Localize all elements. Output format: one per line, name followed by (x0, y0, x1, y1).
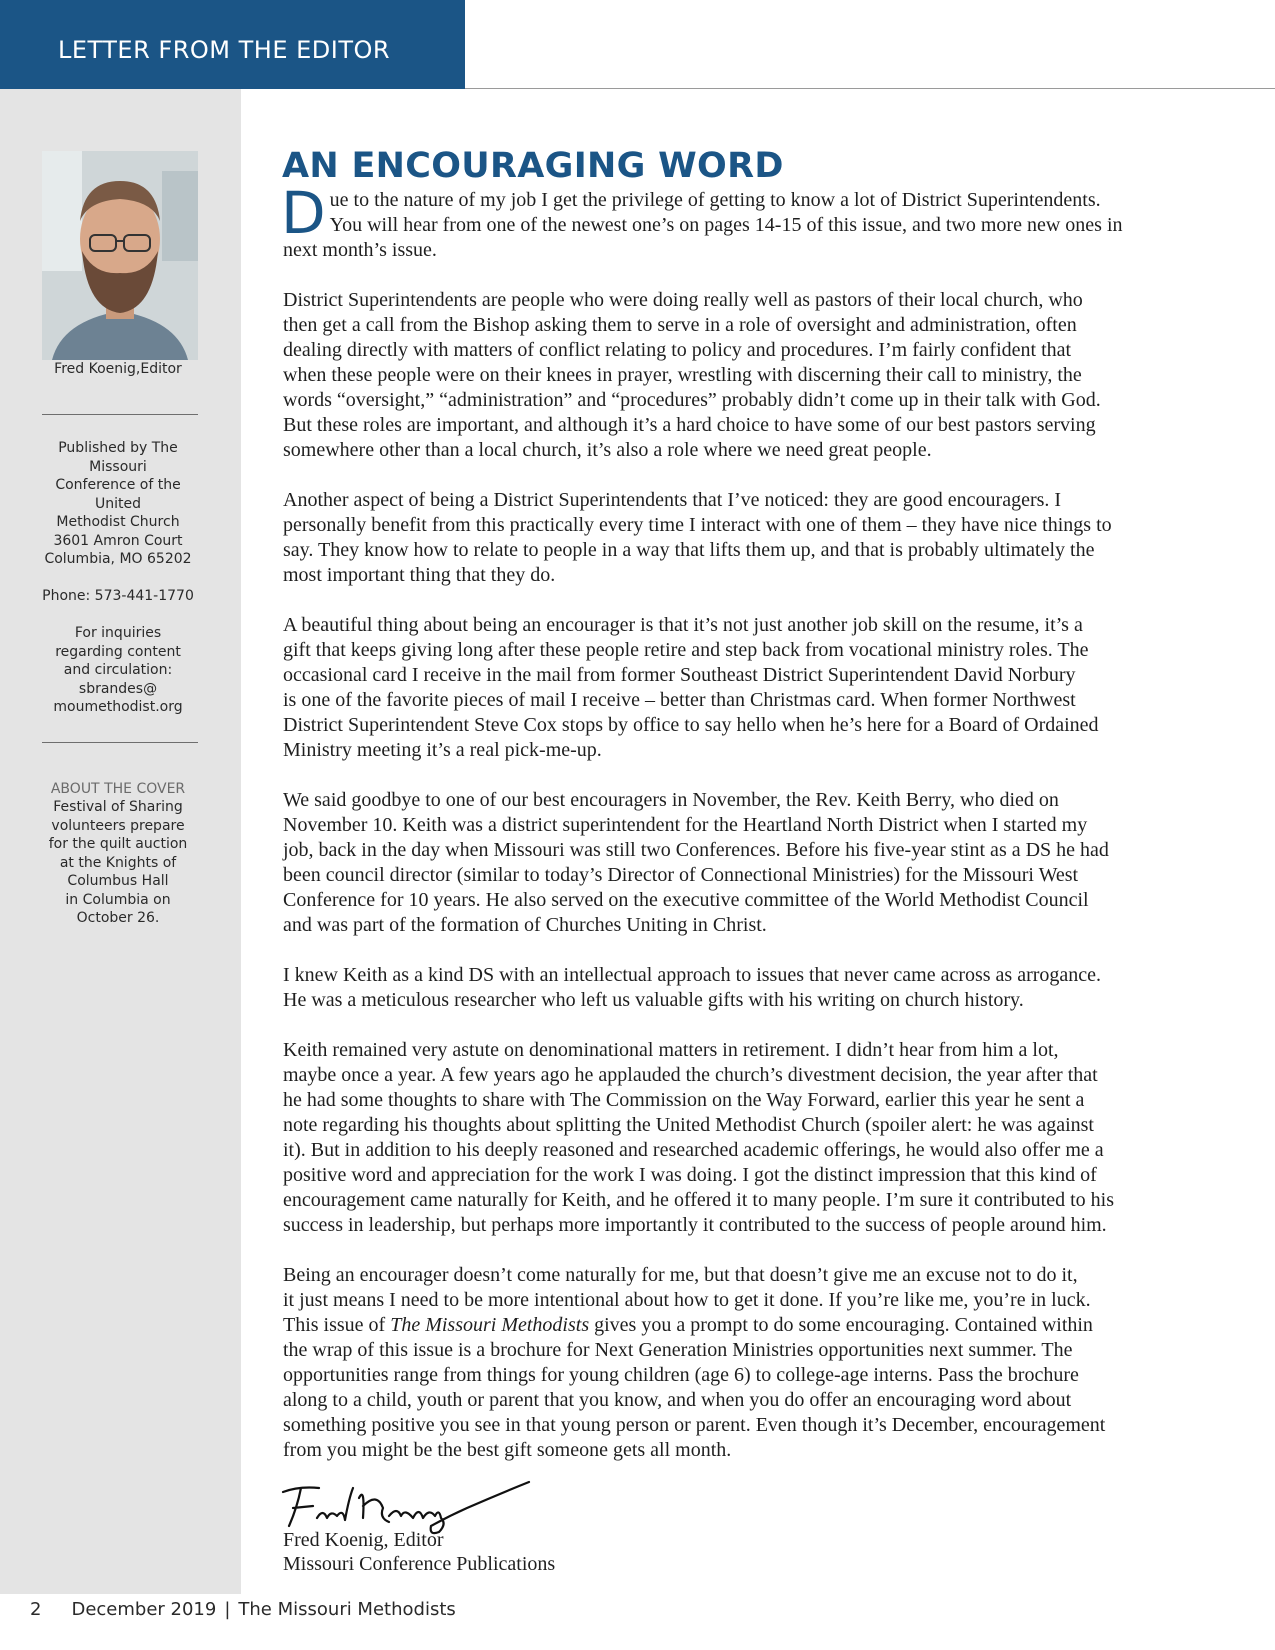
article-paragraph (281, 179, 1198, 263)
drop-cap: D (281, 179, 326, 247)
paragraph-text: gives you a prompt to do some encouraging. Contained within the wrap of this issue is a brochure for Next Generation Ministries opportunities next summer. The opportunities range from things for young children (age 6) to college-age interns. Pass the brochure along to a child, youth or parent that you know, and when you do offer an encouraging word about something positive you see in that young person or parent. Even though it’s December, encouragement from you might be the best gift someone gets all month. (283, 1314, 1106, 1461)
article-paragraph: We said goodbye to one of our best encouragers in November, the Rev. Keith Berry, who died on November 10. Keith was a district superintendent for the Heartland North District when I started my job, back in the day when Missouri was still two Conferences. Before his five-year stint as a DS he had been council director (similar to today’s Director of Connectional Ministries) for the Missouri West Conference for 10 years. He also served on the executive committee of the World Methodist Council and was part of the formation of Churches Uniting in Christ. (283, 789, 1109, 936)
article-paragraph: A beautiful thing about being an encourager is that it’s not just another job skill on the resume, it’s a gift that keeps giving long after these people retire and step back from vocational ministry roles. The occasional card I receive in the mail from former Southeast District Superintendent David Norbury is one of the favorite pieces of mail I receive – better than Christmas card. When former Northwest District Superintendent Steve Cox stops by office to say hello when he’s here for a Board of Ordained Ministry meeting it’s a real pick-me-up. (283, 614, 1099, 761)
section-header-band (0, 0, 465, 89)
page-number: 2 (30, 1599, 42, 1620)
header-rule (465, 88, 1275, 89)
editor-portrait-photo (42, 151, 198, 360)
article-paragraph: District Superintendents are people who were doing really well as pastors of their local church, who then get a call from the Bishop asking them to serve in a role of oversight and administration, often dealing directly with matters of conflict relating to policy and procedures. I’m fairly confident that when these people were on their knees in prayer, wrestling with discerning their call to ministry, the words “oversight,” “administration” and “procedures” probably didn’t come up in their talk with God. But these roles are important, and although it’s a hard choice to have some of our best pastors serving somewhere other than a local church, it’s also a role where we need great people. (283, 289, 1101, 461)
article-paragraph: I knew Keith as a kind DS with an intellectual approach to issues that never came across as arrogance. He was a meticulous researcher who left us valuable gifts with his writing on church history. (283, 964, 1102, 1011)
sidebar-divider (42, 742, 198, 743)
publisher-info: Published by The Missouri Conference of the United Methodist Church 3601 Amron Court Columbia, MO 65202 Phone: 573-441-1770 For inquiries regarding content and circulation: sbrandes@ moumethodist.org (42, 440, 194, 715)
article-paragraph: Keith remained very astute on denominational matters in retirement. I didn’t hear from him a lot, maybe once a year. A few years ago he applauded the church’s divestment decision, the year after that he had some thoughts to share with The Commission on the Way Forward, earlier this year he sent a note regarding his thoughts about splitting the United Methodist Church (spoiler alert: he was against it). But in addition to his deeply reasoned and researched academic offerings, he would also offer me a positive word and appreciation for the work I was doing. I got the distinct impression that this kind of encouragement came naturally for Keith, and he offered it to many people. I’m sure it contributed to his success in leadership, but perhaps more importantly it contributed to the success of people around him. (283, 1039, 1115, 1236)
article-body (281, 179, 1198, 1488)
publication-name: The Missouri Methodists (238, 1599, 456, 1620)
sidebar-divider (42, 414, 198, 415)
cover-description: Festival of Sharing volunteers prepare for the quilt auction at the Knights of Columbus Hall in Columbia on October 26. (48, 799, 188, 926)
paragraph-text: Being an encourager doesn’t come naturally for me, but that doesn’t give me an excuse not to do it, it just means I need to be more intentional about how to get it done. If you’re like me, you’re in luck. This issue of (283, 1264, 1091, 1336)
article-paragraph (283, 1263, 1198, 1463)
page-footer (30, 1599, 456, 1620)
issue-date: December 2019 (71, 1599, 217, 1620)
footer-separator: | (224, 1599, 231, 1620)
about-the-cover (18, 761, 218, 946)
article-title: AN ENCOURAGING WORD (282, 146, 784, 186)
publication-title: The Missouri Methodists (390, 1314, 590, 1336)
cover-label: ABOUT THE COVER (50, 780, 186, 797)
sign-off: Fred Koenig, Editor Missouri Conference Publications (283, 1529, 556, 1575)
paragraph-text: ue to the nature of my job I get the privilege of getting to know a lot of District Superintendents. You will hear from one of the newest one’s on pages 14-15 of this issue, and two more new ones in next month’s issue. (283, 189, 1123, 261)
photo-caption: Fred Koenig,Editor (54, 361, 182, 377)
portrait-illustration (42, 151, 198, 360)
article-paragraph: Another aspect of being a District Superintendents that I’ve noticed: they are good encouragers. I personally benefit from this practically every time I interact with one of them – they have nice things to say. They know how to relate to people in a way that lifts them up, and that is probably ultimately the most important thing that they do. (283, 489, 1112, 586)
section-label: LETTER FROM THE EDITOR (58, 36, 391, 64)
